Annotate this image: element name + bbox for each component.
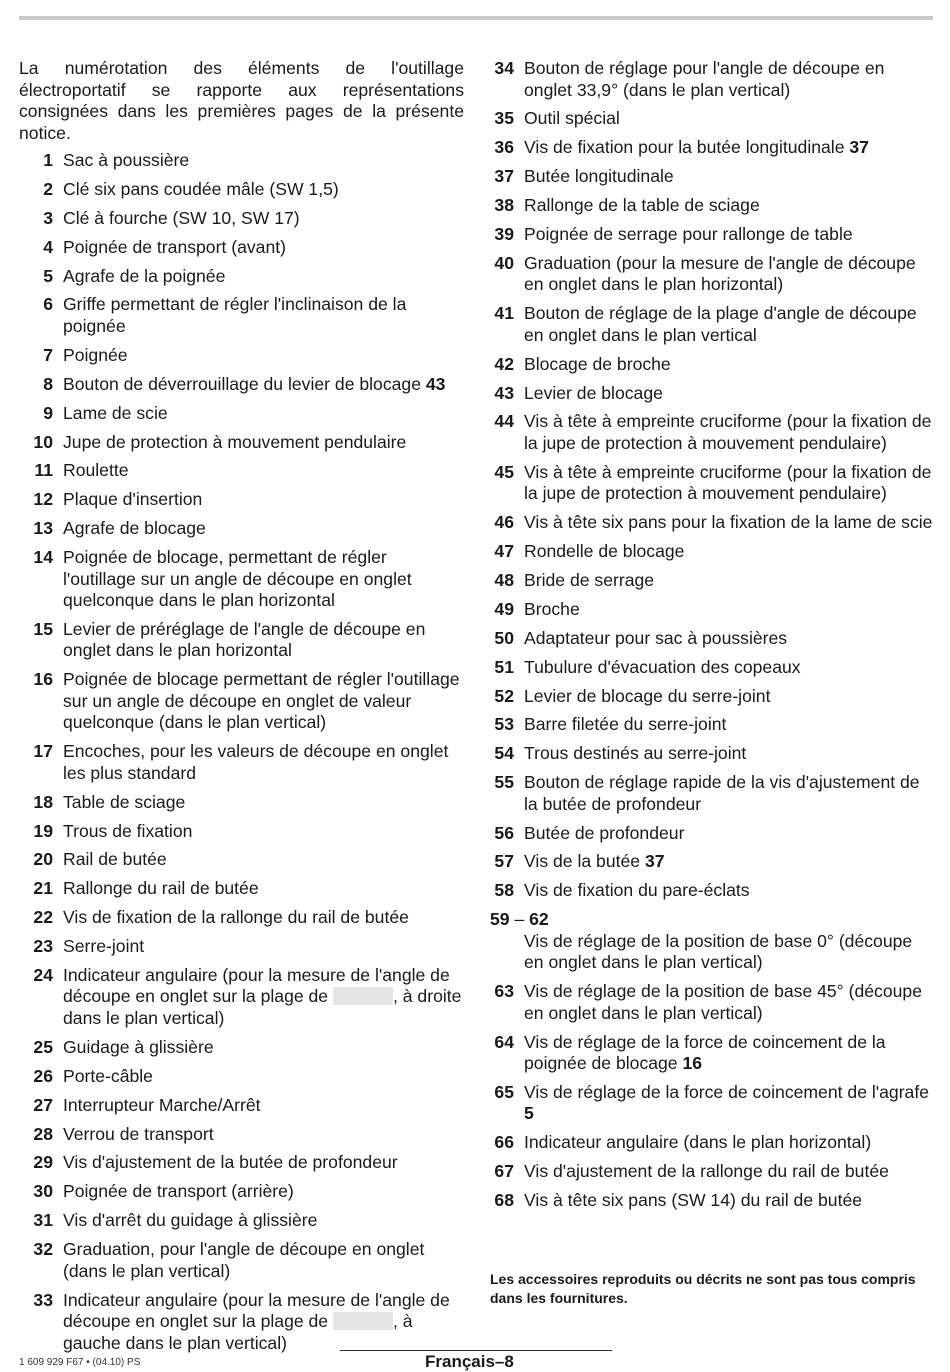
accessories-note: Les accessoires reproduits ou décrits ne sont pas tous compris dans les fournitures.: [490, 1271, 916, 1306]
item-number: 34: [494, 58, 514, 78]
list-item: [19, 432, 464, 454]
item-number: 7: [43, 344, 53, 365]
item-label: Levier de blocage: [524, 382, 663, 403]
item-label-continuation: , à gauche dans le plan vertical): [63, 1311, 413, 1353]
list-item: [19, 849, 464, 871]
item-label: Tubulure d'évacuation des copeaux: [524, 656, 801, 677]
item-text: [514, 570, 935, 592]
item-number: 50: [494, 627, 514, 648]
item-label: Rallonge du rail de butée: [63, 878, 259, 899]
item-text: [514, 657, 935, 679]
item-label: Indicateur angulaire (pour la mesure de l'angle de découpe en onglet sur la plage de: [63, 964, 450, 1007]
list-item: [490, 823, 935, 845]
list-item: [19, 1210, 464, 1232]
item-text: [53, 1066, 464, 1088]
item-number: 48: [494, 569, 514, 590]
item-number: 27: [33, 1094, 53, 1115]
range-item-number: [490, 909, 935, 931]
item-number: 28: [33, 1123, 53, 1144]
item-label: Vis à tête six pans pour la fixation de la lame de scie: [524, 512, 933, 533]
item-label: Indicateur angulaire (dans le plan horizontal): [524, 1132, 872, 1153]
list-item: [490, 58, 935, 101]
item-text: [53, 266, 464, 288]
item-number: 65: [494, 1081, 514, 1102]
item-number: 14: [33, 547, 53, 568]
item-text: [53, 208, 464, 230]
item-number: 51: [494, 656, 514, 677]
list-item: [19, 669, 464, 734]
item-label: Vis de la butée: [524, 851, 645, 872]
item-number: 29: [33, 1152, 53, 1173]
item-label: Poignée de transport (avant): [63, 236, 286, 257]
item-number: 3: [43, 207, 53, 228]
item-text: [514, 411, 935, 454]
item-text: [53, 1290, 464, 1355]
item-label: Outil spécial: [524, 108, 620, 129]
item-number: 10: [33, 431, 53, 452]
item-label: Poignée: [63, 344, 128, 365]
item-text: [514, 58, 935, 101]
item-text: [53, 1181, 464, 1203]
item-number: 39: [494, 223, 514, 244]
item-label: Agrafe de la poignée: [63, 265, 226, 286]
item-text: [514, 512, 935, 534]
item-number: 8: [43, 373, 53, 394]
item-label: Poignée de transport (arrière): [63, 1181, 294, 1202]
blank-field: [333, 1312, 393, 1330]
list-item: [19, 1037, 464, 1059]
item-text: [53, 1095, 464, 1117]
item-number: 46: [494, 512, 514, 533]
item-label: Bouton de réglage pour l'angle de découpe en onglet 33,9° (dans le plan vertical): [524, 58, 885, 100]
list-item: [19, 208, 464, 230]
list-item: [19, 965, 464, 1030]
item-label: Poignée de serrage pour rallonge de table: [524, 223, 853, 244]
list-item: [19, 460, 464, 482]
item-text: [514, 1032, 935, 1075]
item-text: [514, 743, 935, 765]
list-item: [490, 224, 935, 246]
item-label: Agrafe de blocage: [63, 518, 206, 539]
range-item-text: Vis de réglage de la position de base 0° (découpe en onglet dans le plan vertical): [524, 930, 913, 973]
item-number: 26: [33, 1065, 53, 1086]
item-label: Levier de blocage du serre-joint: [524, 685, 771, 706]
list-item: [19, 179, 464, 201]
item-number: 22: [33, 907, 53, 928]
list-item: [490, 137, 935, 159]
item-number: 30: [33, 1181, 53, 1202]
list-item: [19, 489, 464, 511]
item-text: [53, 619, 464, 662]
item-label: Sac à poussière: [63, 150, 190, 170]
item-number: 17: [33, 741, 53, 762]
list-item: [490, 686, 935, 708]
item-label: Vis à tête à empreinte cruciforme (pour la fixation de la jupe de protection à mouvement pendulaire): [524, 411, 932, 453]
list-item: [19, 1066, 464, 1088]
item-text: [514, 714, 935, 736]
item-text: [514, 253, 935, 296]
right-column: [490, 58, 935, 1219]
item-text: [514, 108, 935, 130]
item-number: 52: [494, 685, 514, 706]
list-item: [490, 657, 935, 679]
list-item: [490, 772, 935, 815]
item-label: Graduation, pour l'angle de découpe en onglet (dans le plan vertical): [63, 1239, 425, 1281]
item-text: [53, 1210, 464, 1232]
list-item: [490, 512, 935, 534]
item-text: [53, 1152, 464, 1174]
item-number: 1: [43, 150, 53, 170]
item-number: 11: [34, 460, 53, 481]
list-item: [19, 878, 464, 900]
intro-paragraph: La numérotation des éléments de l'outillage électroportatif se rapporte aux représentations consignées dans les premières pages de la présente notice.: [19, 58, 464, 143]
item-label: Levier de préréglage de l'angle de découpe en onglet dans le plan horizontal: [63, 618, 426, 661]
list-item: [490, 743, 935, 765]
item-text: [514, 851, 935, 873]
item-label: Bouton de réglage de la plage d'angle de découpe en onglet dans le plan vertical: [524, 303, 917, 345]
item-text: [53, 150, 464, 172]
list-item: [19, 792, 464, 814]
list-item: [490, 166, 935, 188]
list-item: [490, 253, 935, 296]
item-number: 32: [33, 1239, 53, 1260]
blank-field: [333, 987, 393, 1005]
item-text: [514, 1190, 935, 1212]
item-number: 40: [494, 252, 514, 273]
item-label: Vis de réglage de la force de coincement de la poignée de blocage: [524, 1031, 886, 1074]
item-number: 21: [33, 878, 53, 899]
item-number: 42: [494, 353, 514, 374]
item-text: [53, 936, 464, 958]
item-label: Vis d'ajustement de la butée de profondeur: [63, 1152, 398, 1173]
item-number: 25: [33, 1036, 53, 1057]
item-label-continuation: , à droite dans le plan vertical): [63, 986, 462, 1028]
item-text: [53, 849, 464, 871]
item-text: [53, 821, 464, 843]
list-item: [490, 1082, 935, 1125]
list-item: [19, 403, 464, 425]
item-label: Vis de réglage de la force de coincement de l'agrafe: [524, 1081, 930, 1102]
item-reference: 43: [425, 373, 446, 394]
item-label: Roulette: [63, 460, 129, 481]
item-number: 47: [494, 541, 514, 562]
item-text: [53, 907, 464, 929]
item-label: Vis de fixation du pare-éclats: [524, 880, 750, 901]
item-number: 15: [33, 618, 53, 639]
list-item: [490, 1032, 935, 1075]
item-number: 18: [33, 791, 53, 812]
item-label: Plaque d'insertion: [63, 489, 203, 510]
list-item: [19, 150, 464, 172]
item-number: 31: [33, 1210, 53, 1231]
item-text: [514, 303, 935, 346]
item-number: 16: [33, 669, 53, 690]
item-number: 2: [43, 178, 53, 199]
left-column: [19, 58, 464, 1361]
item-number: 49: [494, 598, 514, 619]
item-label: Table de sciage: [63, 791, 186, 812]
item-number: 19: [33, 820, 53, 841]
item-label: Griffe permettant de régler l'inclinaison de la poignée: [63, 294, 407, 336]
item-label: Lame de scie: [63, 402, 168, 423]
item-text: [514, 1161, 935, 1183]
item-text: [53, 374, 464, 396]
parts-list-left: [19, 150, 464, 1354]
item-label: Poignée de blocage, permettant de régler l'outillage sur un angle de découpe en onglet quelconque dans le plan horizontal: [63, 547, 412, 611]
item-text: [514, 541, 935, 563]
item-text: [53, 1239, 464, 1282]
item-label: Bouton de réglage rapide de la vis d'ajustement de la butée de profondeur: [524, 772, 920, 814]
list-item: [19, 1095, 464, 1117]
item-text: [53, 741, 464, 784]
item-number: 6: [43, 294, 53, 315]
list-item: [490, 851, 935, 873]
item-number: 23: [33, 936, 53, 957]
list-item: [19, 547, 464, 612]
item-label: Clé à fourche (SW 10, SW 17): [63, 207, 300, 228]
item-label: Bride de serrage: [524, 569, 655, 590]
list-item: [490, 714, 935, 736]
item-label: Vis d'arrêt du guidage à glissière: [63, 1210, 318, 1231]
list-item: [490, 383, 935, 405]
item-label: Jupe de protection à mouvement pendulaire: [63, 431, 407, 452]
item-reference: 37: [644, 851, 665, 872]
item-text: [53, 1124, 464, 1146]
page-number: Français–8: [425, 1352, 514, 1371]
item-label: Vis à tête à empreinte cruciforme (pour la fixation de la jupe de protection à mouvement pendulaire): [524, 461, 932, 504]
item-reference: 16: [682, 1053, 703, 1074]
list-item: [19, 821, 464, 843]
item-label: Blocage de broche: [524, 353, 671, 374]
list-item: [19, 1290, 464, 1355]
list-item: [490, 599, 935, 621]
item-text: [53, 792, 464, 814]
list-item: [19, 907, 464, 929]
item-text: [514, 195, 935, 217]
item-number: 58: [494, 880, 514, 901]
item-number: 12: [33, 489, 53, 510]
list-item: [490, 981, 935, 1024]
item-label: Vis de fixation de la rallonge du rail de butée: [63, 907, 409, 928]
item-text: [53, 460, 464, 482]
list-item: [490, 570, 935, 592]
parts-list-right-2: [490, 981, 935, 1211]
item-label: Interrupteur Marche/Arrêt: [63, 1094, 261, 1115]
item-text: [53, 518, 464, 540]
item-number: 5: [43, 265, 53, 286]
item-text: [514, 981, 935, 1024]
item-number: 20: [33, 849, 53, 870]
item-label: Rondelle de blocage: [524, 541, 685, 562]
item-number: 64: [494, 1031, 514, 1052]
list-item: [490, 354, 935, 376]
item-label: Vis de fixation pour la butée longitudinale: [524, 137, 850, 158]
list-item: [490, 108, 935, 130]
item-text: [53, 294, 464, 337]
item-number: 9: [43, 402, 53, 423]
item-reference: 5: [524, 1103, 534, 1124]
list-item: [490, 462, 935, 505]
item-text: [53, 965, 464, 1030]
list-item: [19, 1124, 464, 1146]
item-number: 55: [494, 772, 514, 793]
item-number: 56: [494, 822, 514, 843]
item-label: Graduation (pour la mesure de l'angle de découpe en onglet dans le plan horizontal): [524, 252, 916, 295]
document-code: 1 609 929 F67 • (04.10) PS: [19, 1357, 141, 1368]
item-label: Porte-câble: [63, 1065, 153, 1086]
item-label: Trous destinés au serre-joint: [524, 743, 747, 764]
item-number: 13: [33, 518, 53, 539]
item-text: [53, 878, 464, 900]
list-item: [19, 266, 464, 288]
list-item: [19, 619, 464, 662]
item-number: 41: [494, 303, 514, 324]
list-item: [490, 303, 935, 346]
list-item: [490, 628, 935, 650]
item-number: 68: [494, 1190, 514, 1211]
list-item: [490, 880, 935, 902]
footer-rule: [340, 1350, 612, 1351]
item-number: 57: [494, 851, 514, 872]
item-label: Vis d'ajustement de la rallonge du rail de butée: [524, 1161, 889, 1182]
item-label: Verrou de transport: [63, 1123, 214, 1144]
list-item: [490, 1190, 935, 1212]
item-label: Trous de fixation: [63, 820, 193, 841]
item-label: Broche: [524, 598, 580, 619]
range-dash: –: [509, 909, 530, 930]
item-number: 67: [494, 1161, 514, 1182]
list-item: [19, 1181, 464, 1203]
item-text: [53, 403, 464, 425]
list-item: [490, 195, 935, 217]
parts-list-right: [490, 58, 935, 902]
item-text: [514, 880, 935, 902]
list-item: [19, 518, 464, 540]
list-item: [19, 294, 464, 337]
item-number: 4: [43, 236, 53, 257]
item-number: 43: [494, 382, 514, 403]
list-item: [19, 374, 464, 396]
item-text: [53, 489, 464, 511]
item-text: [514, 599, 935, 621]
item-text: [514, 166, 935, 188]
item-text: [53, 1037, 464, 1059]
item-text: [514, 224, 935, 246]
item-text: [514, 1082, 935, 1125]
item-label: Encoches, pour les valeurs de découpe en onglet les plus standard: [63, 741, 449, 783]
item-text: [53, 237, 464, 259]
item-text: [53, 179, 464, 201]
range-to: 62: [529, 909, 549, 930]
item-text: [53, 432, 464, 454]
item-text: [514, 137, 935, 159]
item-number: 24: [33, 964, 53, 985]
item-text: [53, 547, 464, 612]
list-item: [19, 741, 464, 784]
item-label: Rail de butée: [63, 849, 167, 870]
item-number: 66: [494, 1132, 514, 1153]
item-number: 44: [494, 411, 514, 432]
item-number: 36: [494, 137, 514, 158]
item-number: 33: [33, 1289, 53, 1310]
item-label: Poignée de blocage permettant de régler l'outillage sur un angle de découpe en onglet de valeur quelconque (dans le plan vertical): [63, 669, 460, 733]
list-item: [19, 1152, 464, 1174]
list-item: [490, 411, 935, 454]
top-rule: [19, 16, 933, 20]
item-text: [514, 686, 935, 708]
list-item: [19, 345, 464, 367]
range-from: 59: [490, 909, 510, 930]
item-number: 53: [494, 714, 514, 735]
item-label: Guidage à glissière: [63, 1036, 214, 1057]
item-number: 45: [494, 461, 514, 482]
item-label: Bouton de déverrouillage du levier de blocage: [63, 373, 426, 394]
item-text: [514, 462, 935, 505]
item-label: Adaptateur pour sac à poussières: [524, 627, 788, 648]
item-text: [514, 383, 935, 405]
item-number: 37: [494, 166, 514, 187]
item-label: Serre-joint: [63, 936, 145, 957]
list-item: [19, 1239, 464, 1282]
item-label: Rallonge de la table de sciage: [524, 195, 760, 216]
list-item: [490, 1161, 935, 1183]
item-label: Butée longitudinale: [524, 166, 674, 187]
item-text: [53, 669, 464, 734]
list-item: [490, 1132, 935, 1154]
list-item: [19, 936, 464, 958]
item-label: Vis de réglage de la position de base 45° (découpe en onglet dans le plan vertical): [524, 981, 922, 1023]
range-item: [490, 909, 935, 974]
item-text: [514, 772, 935, 815]
list-item: [490, 541, 935, 563]
item-label: Barre filetée du serre-joint: [524, 714, 727, 735]
item-text: [514, 628, 935, 650]
item-text: [514, 1132, 935, 1154]
item-number: 35: [494, 108, 514, 129]
item-number: 38: [494, 195, 514, 216]
item-label: Clé six pans coudée mâle (SW 1,5): [63, 178, 339, 199]
item-label: Indicateur angulaire (pour la mesure de l'angle de découpe en onglet sur la plage de: [63, 1289, 450, 1331]
item-text: [514, 823, 935, 845]
item-label: Vis à tête six pans (SW 14) du rail de butée: [524, 1190, 863, 1211]
item-text: [514, 354, 935, 376]
item-text: [53, 345, 464, 367]
item-label: Butée de profondeur: [524, 822, 685, 843]
item-reference: 37: [849, 137, 869, 158]
item-number: 54: [494, 743, 514, 764]
item-number: 63: [494, 981, 514, 1002]
list-item: [19, 237, 464, 259]
